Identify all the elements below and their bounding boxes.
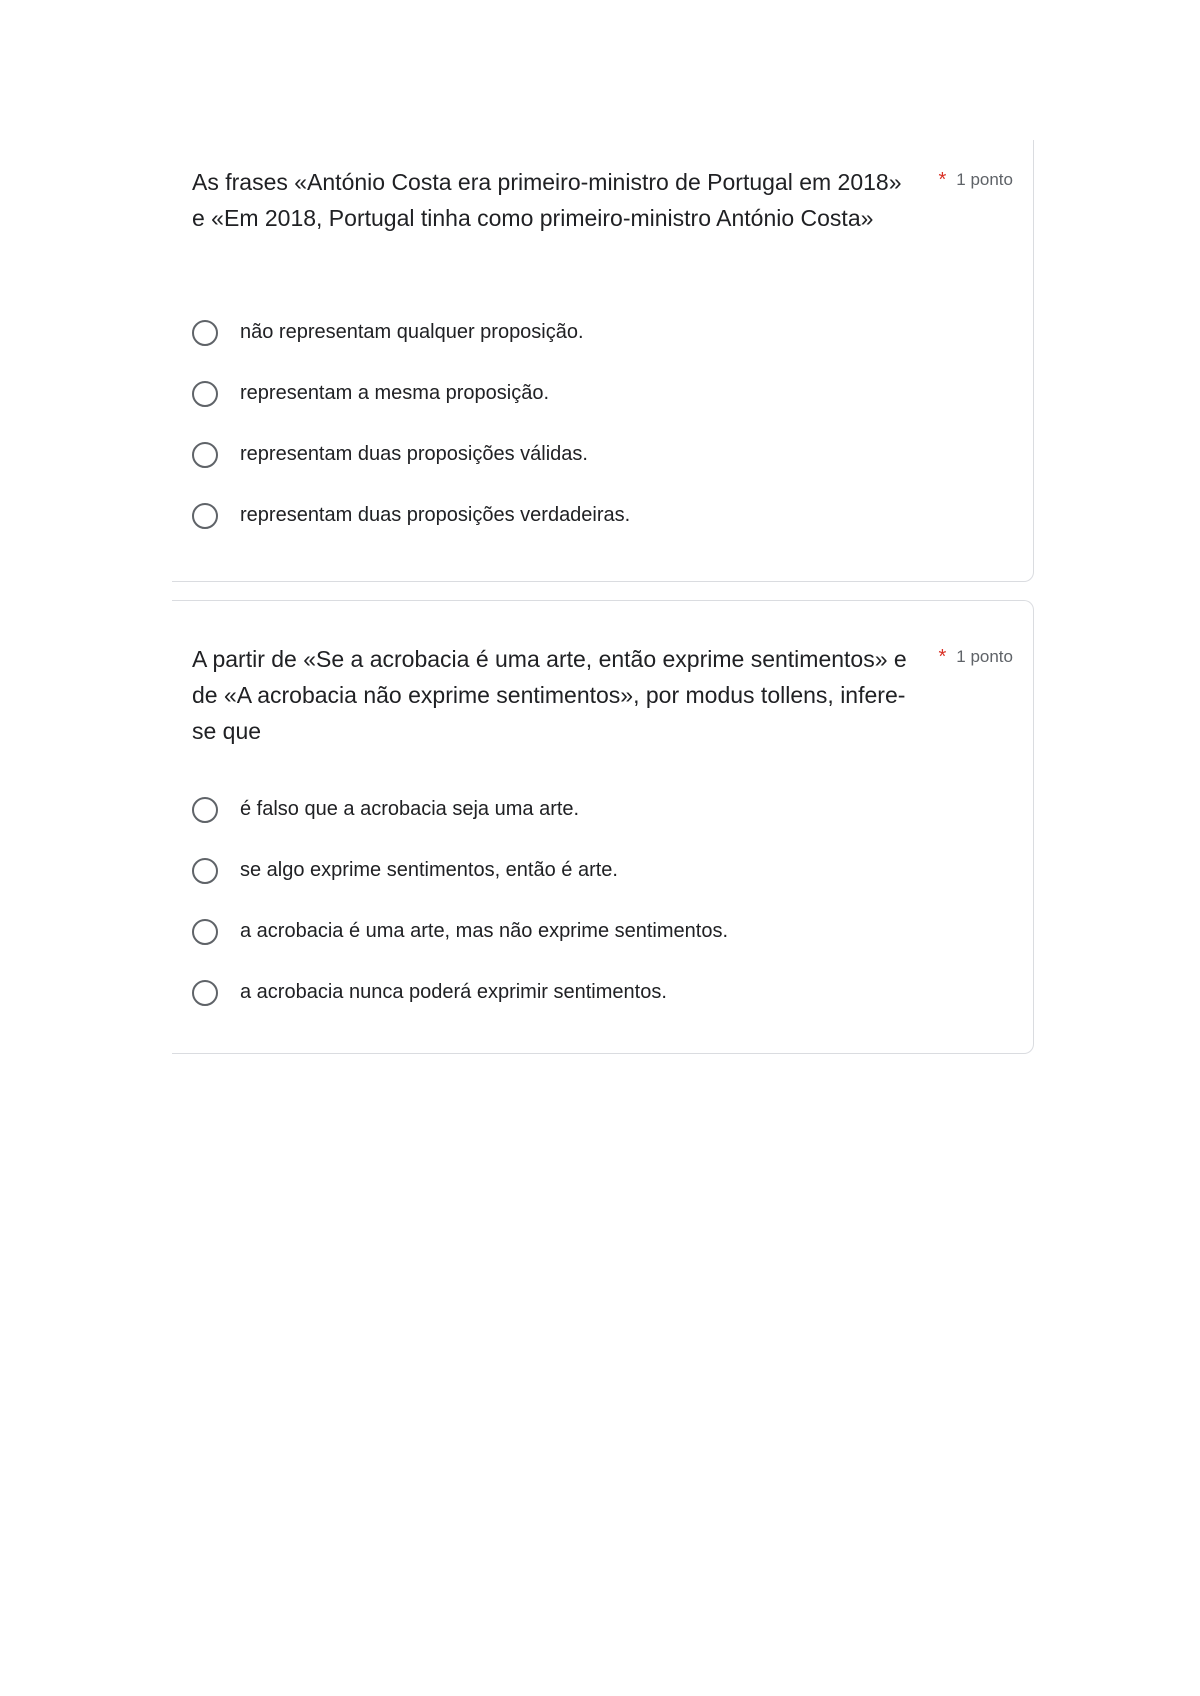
radio-button[interactable]: [192, 858, 218, 884]
radio-button[interactable]: [192, 797, 218, 823]
radio-button[interactable]: [192, 442, 218, 468]
points-label: 1 ponto: [956, 170, 1013, 189]
question-title: A partir de «Se a acrobacia é uma arte, então exprime sentimentos» e de «A acrobacia não exprime sentimentos», por modus tollens, infere-se que: [192, 646, 907, 744]
radio-button[interactable]: [192, 320, 218, 346]
option-label[interactable]: não representam qualquer proposição.: [240, 321, 584, 343]
option-label[interactable]: representam duas proposições válidas.: [240, 443, 588, 465]
option-label[interactable]: representam a mesma proposição.: [240, 382, 550, 404]
option-4[interactable]: [192, 491, 1013, 552]
radio-button[interactable]: [192, 919, 218, 945]
option-label[interactable]: representam duas proposições verdadeiras.: [240, 504, 631, 526]
option-label[interactable]: a acrobacia é uma arte, mas não exprime sentimentos.: [240, 920, 729, 942]
question-meta: [938, 641, 1013, 669]
option-3[interactable]: [192, 907, 1013, 968]
options-list: [192, 308, 1013, 552]
option-1[interactable]: [192, 308, 1013, 369]
option-1[interactable]: [192, 785, 1013, 846]
points-label: 1 ponto: [956, 647, 1013, 666]
options-list: [192, 785, 1013, 1029]
required-asterisk: *: [938, 646, 947, 668]
option-2[interactable]: [192, 846, 1013, 907]
option-2[interactable]: [192, 369, 1013, 430]
question-card-1: [172, 140, 1034, 582]
option-label[interactable]: a acrobacia nunca poderá exprimir sentimentos.: [240, 981, 667, 1003]
radio-button[interactable]: [192, 503, 218, 529]
question-title: As frases «António Costa era primeiro-ministro de Portugal em 2018» e «Em 2018, Portugal tinha como primeiro-ministro António Costa»: [192, 169, 902, 231]
option-4[interactable]: [192, 968, 1013, 1029]
question-meta: [938, 164, 1013, 192]
question-card-2: [172, 600, 1034, 1054]
option-label[interactable]: é falso que a acrobacia seja uma arte.: [240, 798, 580, 820]
required-asterisk: *: [938, 169, 947, 191]
option-label[interactable]: se algo exprime sentimentos, então é arte.: [240, 859, 618, 881]
radio-button[interactable]: [192, 980, 218, 1006]
radio-button[interactable]: [192, 381, 218, 407]
question-header: [192, 164, 1013, 236]
question-header: [192, 641, 1013, 749]
option-3[interactable]: [192, 430, 1013, 491]
